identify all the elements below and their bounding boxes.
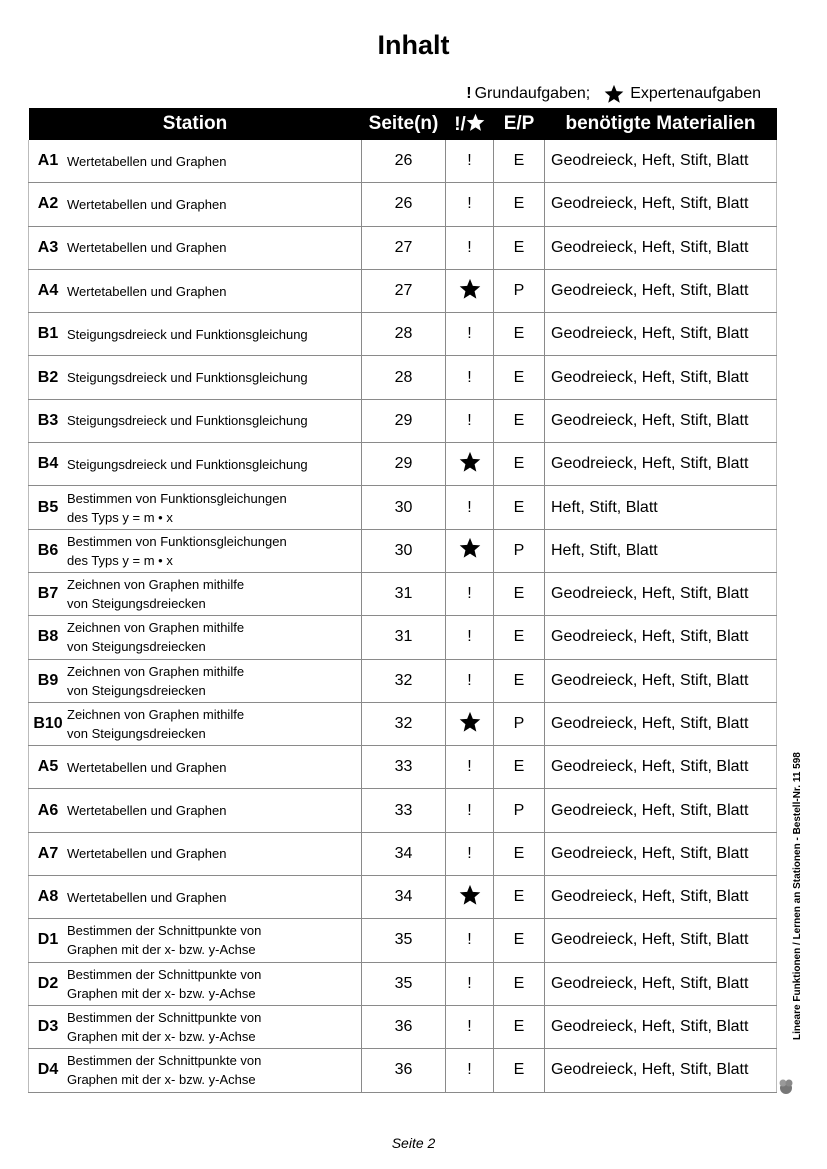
table-row xyxy=(29,572,777,615)
ep-cell: E xyxy=(494,226,545,269)
page-number-cell: 35 xyxy=(362,962,446,1005)
star-icon xyxy=(459,884,481,906)
page-number-cell: 33 xyxy=(362,789,446,832)
ep-cell: P xyxy=(494,529,545,572)
star-icon xyxy=(459,711,481,733)
page-footer: Seite 2 xyxy=(391,1135,436,1151)
station-code: B1 xyxy=(37,325,59,343)
materials-cell: Geodreieck, Heft, Stift, Blatt xyxy=(545,702,777,745)
ep-cell: E xyxy=(494,876,545,919)
ep-cell: E xyxy=(494,919,545,962)
table-row xyxy=(29,789,777,832)
page-number-cell: 28 xyxy=(362,313,446,356)
materials-cell: Heft, Stift, Blatt xyxy=(545,529,777,572)
level-cell xyxy=(446,832,494,875)
materials-cell: Heft, Stift, Blatt xyxy=(545,486,777,529)
table-row xyxy=(29,616,777,659)
ep-cell: E xyxy=(494,183,545,226)
station-description-line: des Typs y = m • x xyxy=(67,509,173,525)
station-cell xyxy=(29,572,362,615)
station-description-line: von Steigungsdreiecken xyxy=(67,682,206,698)
level-cell xyxy=(446,876,494,919)
station-description xyxy=(67,1008,261,1046)
level-cell xyxy=(446,183,494,226)
publisher-logo xyxy=(778,1050,794,1094)
station-cell xyxy=(29,399,362,442)
station-description-line: Wertetabellen und Graphen xyxy=(67,153,227,169)
station-description xyxy=(67,489,287,527)
header-seite: Seite(n) xyxy=(362,108,446,140)
level-cell xyxy=(446,313,494,356)
ep-cell: E xyxy=(494,616,545,659)
station-code: D4 xyxy=(37,1061,59,1079)
table-row xyxy=(29,876,777,919)
table-row xyxy=(29,529,777,572)
basic-task-symbol: ! xyxy=(467,671,472,689)
station-description-line: Steigungsdreieck und Funktionsgleichung xyxy=(67,326,308,342)
station-description-line: Bestimmen der Schnittpunkte von xyxy=(67,1053,262,1069)
materials-cell: Geodreieck, Heft, Stift, Blatt xyxy=(545,962,777,1005)
level-cell xyxy=(446,399,494,442)
station-cell xyxy=(29,832,362,875)
station-cell xyxy=(29,313,362,356)
table-row xyxy=(29,1049,777,1092)
page-number-cell: 29 xyxy=(362,443,446,486)
table-header xyxy=(29,108,777,140)
station-cell xyxy=(29,269,362,312)
station-code: A2 xyxy=(37,195,59,213)
station-description xyxy=(67,618,244,656)
materials-cell: Geodreieck, Heft, Stift, Blatt xyxy=(545,919,777,962)
station-description xyxy=(67,758,226,777)
station-cell xyxy=(29,443,362,486)
page-number-cell: 30 xyxy=(362,529,446,572)
table-row xyxy=(29,183,777,226)
level-cell xyxy=(446,486,494,529)
station-code: A5 xyxy=(37,758,59,776)
station-code: B10 xyxy=(33,715,63,732)
basic-task-symbol: ! xyxy=(467,1061,472,1079)
station-description-line: Steigungsdreieck und Funktionsgleichung xyxy=(67,370,308,386)
station-cell xyxy=(29,659,362,702)
legend xyxy=(466,84,761,104)
table-row xyxy=(29,1005,777,1048)
station-description xyxy=(67,282,226,301)
station-cell xyxy=(29,486,362,529)
station-code: B6 xyxy=(37,541,59,559)
station-description-line: Steigungsdreieck und Funktionsgleichung xyxy=(67,456,308,472)
station-code: A6 xyxy=(37,801,59,819)
page-number-cell: 34 xyxy=(362,876,446,919)
level-cell xyxy=(446,659,494,702)
station-description-line: Wertetabellen und Graphen xyxy=(67,196,227,212)
station-cell xyxy=(29,919,362,962)
station-description xyxy=(67,411,308,430)
station-description-line: Wertetabellen und Graphen xyxy=(67,283,227,299)
legend-basic-symbol: ! xyxy=(466,85,472,102)
station-description xyxy=(67,1051,261,1089)
station-cell xyxy=(29,962,362,1005)
table-row xyxy=(29,356,777,399)
level-cell xyxy=(446,1005,494,1048)
ep-cell: E xyxy=(494,443,545,486)
side-publisher-text: Lineare Funktionen / Lernen an Stationen - Bestell-Nr. 11 598 xyxy=(792,752,803,1040)
level-cell xyxy=(446,616,494,659)
contents-table xyxy=(28,108,777,1093)
page-number-cell: 28 xyxy=(362,356,446,399)
page-title: Inhalt xyxy=(377,30,450,60)
star-icon xyxy=(459,451,481,473)
level-cell xyxy=(446,443,494,486)
station-description-line: Wertetabellen und Graphen xyxy=(67,759,227,775)
ep-cell: E xyxy=(494,746,545,789)
station-cell xyxy=(29,1005,362,1048)
station-description-line: Graphen mit der x- bzw. y-Achse xyxy=(67,985,256,1001)
station-description xyxy=(67,801,226,820)
station-description-line: von Steigungsdreiecken xyxy=(67,639,206,655)
table-row xyxy=(29,919,777,962)
station-code: B9 xyxy=(37,671,59,689)
page-number-cell: 36 xyxy=(362,1005,446,1048)
materials-cell: Geodreieck, Heft, Stift, Blatt xyxy=(545,746,777,789)
star-icon xyxy=(459,278,481,300)
station-description xyxy=(67,152,226,171)
level-cell xyxy=(446,702,494,745)
level-cell xyxy=(446,919,494,962)
station-cell xyxy=(29,356,362,399)
level-cell xyxy=(446,572,494,615)
station-description xyxy=(67,888,226,907)
station-code: B4 xyxy=(37,455,59,473)
table-row xyxy=(29,443,777,486)
station-description xyxy=(67,844,226,863)
materials-cell: Geodreieck, Heft, Stift, Blatt xyxy=(545,399,777,442)
station-description-line: Bestimmen der Schnittpunkte von xyxy=(67,923,262,939)
level-cell xyxy=(446,356,494,399)
station-description-line: des Typs y = m • x xyxy=(67,552,173,568)
page-number-cell: 35 xyxy=(362,919,446,962)
station-cell xyxy=(29,140,362,183)
station-description-line: Zeichnen von Graphen mithilfe xyxy=(67,620,245,636)
basic-task-symbol: ! xyxy=(467,931,472,949)
station-description-line: Zeichnen von Graphen mithilfe xyxy=(67,707,245,722)
page-number-cell: 33 xyxy=(362,746,446,789)
station-description-line: Graphen mit der x- bzw. y-Achse xyxy=(67,1072,256,1088)
materials-cell: Geodreieck, Heft, Stift, Blatt xyxy=(545,572,777,615)
basic-task-symbol: ! xyxy=(467,585,472,603)
station-code: A1 xyxy=(37,152,59,170)
page-number-cell: 26 xyxy=(362,140,446,183)
page-number-cell: 31 xyxy=(362,572,446,615)
table-row xyxy=(29,659,777,702)
station-code: B8 xyxy=(37,628,59,646)
basic-task-symbol: ! xyxy=(467,368,472,386)
page-number-cell: 31 xyxy=(362,616,446,659)
station-cell xyxy=(29,183,362,226)
header-station: Station xyxy=(29,108,362,140)
station-description-line: Bestimmen von Funktionsgleichungen xyxy=(67,533,287,549)
page-number-cell: 34 xyxy=(362,832,446,875)
header-materials: benötigte Materialien xyxy=(545,108,777,140)
station-description xyxy=(67,965,261,1003)
ep-cell: E xyxy=(494,140,545,183)
table-row xyxy=(29,746,777,789)
ep-cell: E xyxy=(494,313,545,356)
page-number-cell: 32 xyxy=(362,659,446,702)
materials-cell: Geodreieck, Heft, Stift, Blatt xyxy=(545,616,777,659)
materials-cell: Geodreieck, Heft, Stift, Blatt xyxy=(545,443,777,486)
station-code: B5 xyxy=(37,498,59,516)
station-description xyxy=(67,368,308,387)
page-number-cell: 36 xyxy=(362,1049,446,1092)
station-description-line: Steigungsdreieck und Funktionsgleichung xyxy=(67,413,308,429)
star-icon xyxy=(459,537,481,559)
table-row xyxy=(29,399,777,442)
table-row xyxy=(29,832,777,875)
basic-task-symbol: ! xyxy=(467,498,472,516)
station-cell xyxy=(29,789,362,832)
basic-task-symbol: ! xyxy=(467,844,472,862)
station-description-line: Bestimmen der Schnittpunkte von xyxy=(67,1010,262,1026)
station-cell xyxy=(29,746,362,789)
materials-cell: Geodreieck, Heft, Stift, Blatt xyxy=(545,269,777,312)
ep-cell: E xyxy=(494,659,545,702)
station-cell xyxy=(29,702,362,745)
table-row xyxy=(29,702,777,745)
page-number-cell: 29 xyxy=(362,399,446,442)
station-code: D1 xyxy=(37,931,59,949)
station-code: A8 xyxy=(37,888,59,906)
station-code: A7 xyxy=(37,844,59,862)
station-description xyxy=(67,455,308,474)
ep-cell: E xyxy=(494,399,545,442)
basic-task-symbol: ! xyxy=(467,628,472,646)
station-description-line: Wertetabellen und Graphen xyxy=(67,846,227,862)
basic-task-symbol: ! xyxy=(467,152,472,170)
basic-task-symbol: ! xyxy=(467,801,472,819)
station-description xyxy=(67,532,287,570)
page-number-cell: 27 xyxy=(362,269,446,312)
materials-cell: Geodreieck, Heft, Stift, Blatt xyxy=(545,659,777,702)
star-icon xyxy=(604,84,624,104)
ep-cell: E xyxy=(494,832,545,875)
station-description-line: Bestimmen der Schnittpunkte von xyxy=(67,966,262,982)
legend-expert-label: Expertenaufgaben xyxy=(630,85,761,102)
legend-basic-label: Grundaufgaben; xyxy=(474,85,591,102)
page-number-cell: 30 xyxy=(362,486,446,529)
station-description-line: Graphen mit der x- bzw. y-Achse xyxy=(67,942,256,958)
station-description-line: Graphen mit der x- bzw. y-Achse xyxy=(67,1029,256,1045)
materials-cell: Geodreieck, Heft, Stift, Blatt xyxy=(545,876,777,919)
station-description-line: Wertetabellen und Graphen xyxy=(67,889,227,905)
star-icon xyxy=(466,113,485,132)
station-code: A3 xyxy=(37,238,59,256)
station-description-line: von Steigungsdreiecken xyxy=(67,726,206,741)
basic-task-symbol: ! xyxy=(467,974,472,992)
station-description-line: Zeichnen von Graphen mithilfe xyxy=(67,663,245,679)
materials-cell: Geodreieck, Heft, Stift, Blatt xyxy=(545,832,777,875)
station-description xyxy=(67,238,226,257)
materials-cell: Geodreieck, Heft, Stift, Blatt xyxy=(545,1005,777,1048)
table-row xyxy=(29,226,777,269)
level-cell xyxy=(446,140,494,183)
materials-cell: Geodreieck, Heft, Stift, Blatt xyxy=(545,356,777,399)
station-description xyxy=(67,662,244,700)
station-description xyxy=(67,705,244,743)
level-cell xyxy=(446,962,494,1005)
ep-cell: E xyxy=(494,356,545,399)
ep-cell: E xyxy=(494,962,545,1005)
station-description xyxy=(67,325,308,344)
table-row xyxy=(29,140,777,183)
materials-cell: Geodreieck, Heft, Stift, Blatt xyxy=(545,183,777,226)
level-cell xyxy=(446,226,494,269)
station-description xyxy=(67,575,244,613)
basic-task-symbol: ! xyxy=(467,238,472,256)
page-number-cell: 26 xyxy=(362,183,446,226)
basic-task-symbol: ! xyxy=(467,758,472,776)
station-description-line: Bestimmen von Funktionsgleichungen xyxy=(67,490,287,506)
station-cell xyxy=(29,226,362,269)
station-description-line: von Steigungsdreiecken xyxy=(67,596,206,612)
materials-cell: Geodreieck, Heft, Stift, Blatt xyxy=(545,313,777,356)
station-description-line: Wertetabellen und Graphen xyxy=(67,803,227,819)
station-code: B3 xyxy=(37,411,59,429)
materials-cell: Geodreieck, Heft, Stift, Blatt xyxy=(545,789,777,832)
station-description-line: Zeichnen von Graphen mithilfe xyxy=(67,577,245,593)
materials-cell: Geodreieck, Heft, Stift, Blatt xyxy=(545,140,777,183)
station-description xyxy=(67,195,226,214)
ep-cell: E xyxy=(494,1005,545,1048)
table-row xyxy=(29,269,777,312)
basic-task-symbol: ! xyxy=(467,325,472,343)
station-code: B2 xyxy=(37,368,59,386)
level-cell xyxy=(446,269,494,312)
header-symbol-label: !/ xyxy=(454,113,466,135)
ep-cell: P xyxy=(494,269,545,312)
ep-cell: E xyxy=(494,486,545,529)
station-cell xyxy=(29,876,362,919)
basic-task-symbol: ! xyxy=(467,411,472,429)
ep-cell: P xyxy=(494,702,545,745)
station-cell xyxy=(29,529,362,572)
page-number-cell: 27 xyxy=(362,226,446,269)
ep-cell: P xyxy=(494,789,545,832)
basic-task-symbol: ! xyxy=(467,1018,472,1036)
table-row xyxy=(29,313,777,356)
materials-cell: Geodreieck, Heft, Stift, Blatt xyxy=(545,226,777,269)
station-code: A4 xyxy=(37,282,59,300)
station-cell xyxy=(29,1049,362,1092)
station-description-line: Wertetabellen und Graphen xyxy=(67,240,227,256)
station-code: D2 xyxy=(37,974,59,992)
station-code: D3 xyxy=(37,1018,59,1036)
station-cell xyxy=(29,616,362,659)
station-code: B7 xyxy=(37,585,59,603)
basic-task-symbol: ! xyxy=(467,195,472,213)
ep-cell: E xyxy=(494,1049,545,1092)
header-ep: E/P xyxy=(494,108,545,140)
level-cell xyxy=(446,529,494,572)
page-number-cell: 32 xyxy=(362,702,446,745)
station-description xyxy=(67,921,261,959)
header-symbol xyxy=(446,108,494,140)
materials-cell: Geodreieck, Heft, Stift, Blatt xyxy=(545,1049,777,1092)
level-cell xyxy=(446,789,494,832)
ep-cell: E xyxy=(494,572,545,615)
table-row xyxy=(29,962,777,1005)
table-row xyxy=(29,486,777,529)
level-cell xyxy=(446,1049,494,1092)
level-cell xyxy=(446,746,494,789)
